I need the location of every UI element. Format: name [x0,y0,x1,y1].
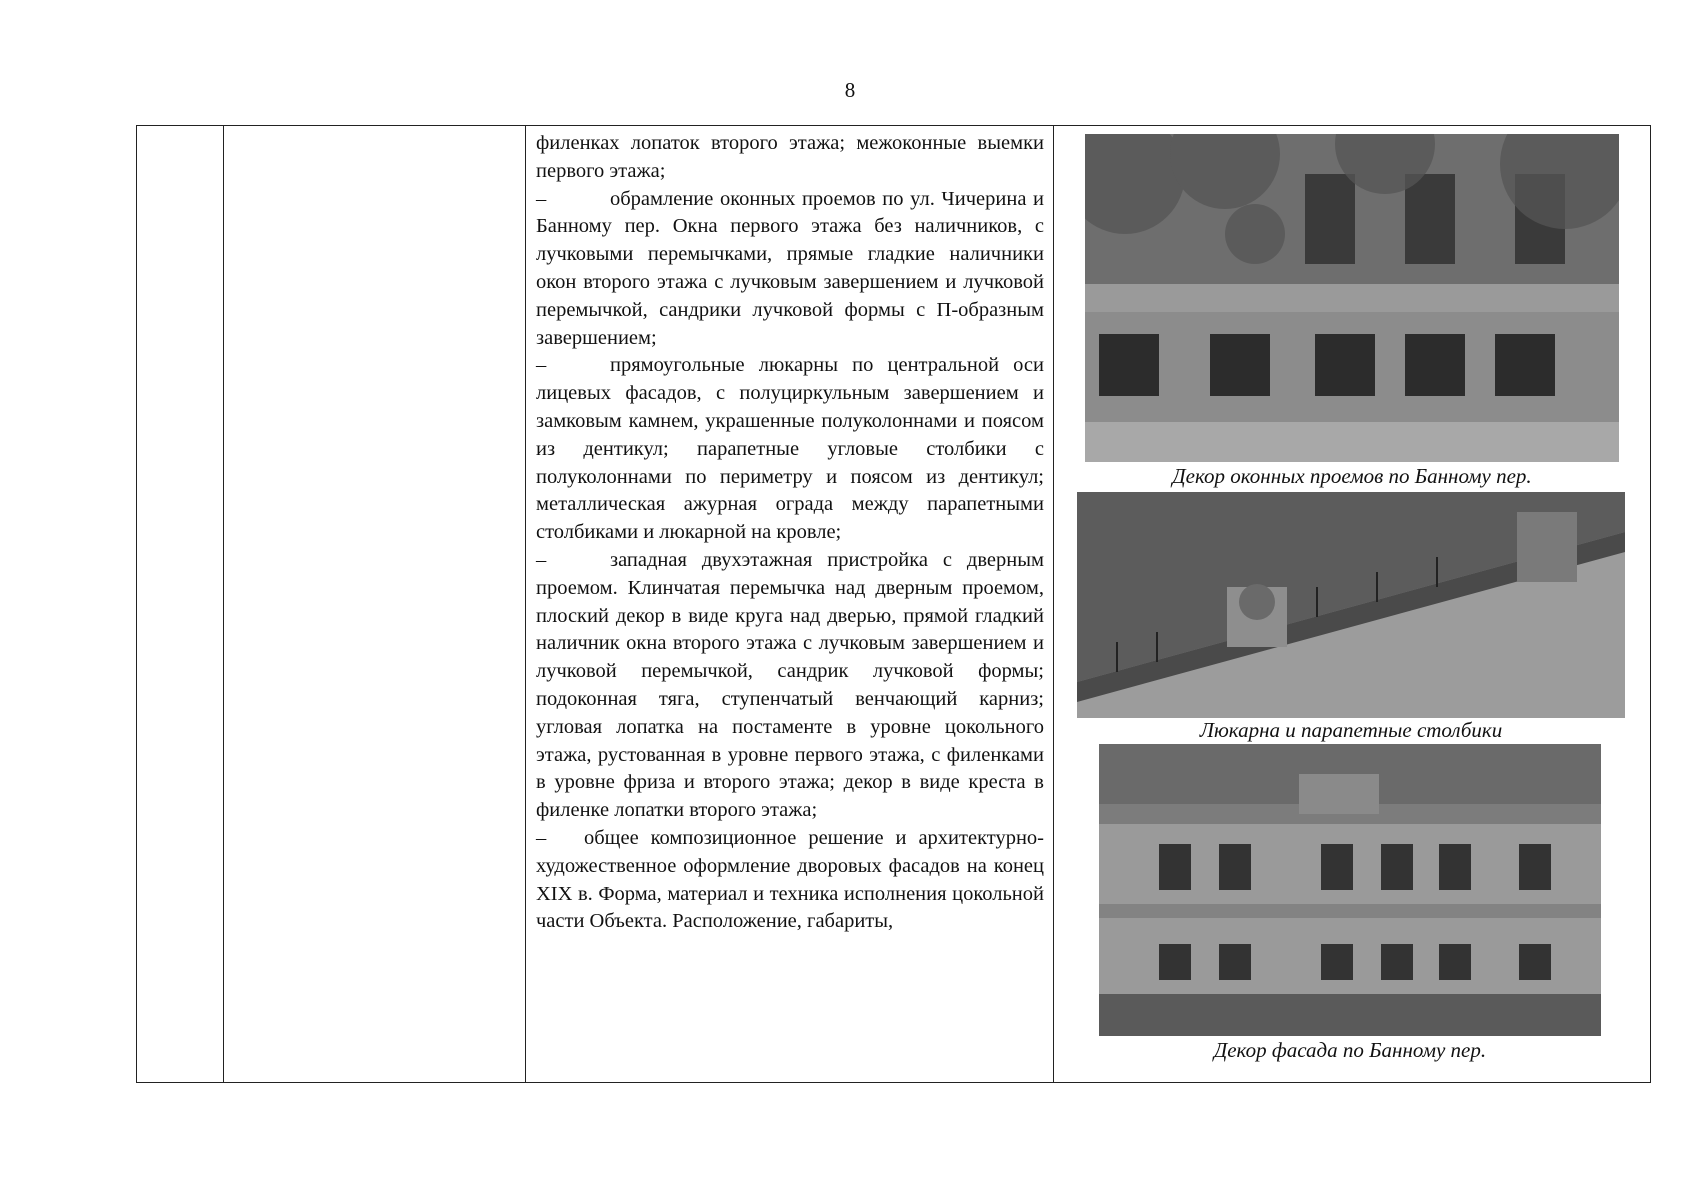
dash: – [536,826,547,849]
page-number: 8 [844,78,856,102]
photo-caption: Декор фасада по Банному пер. [1213,1038,1487,1062]
photo-caption: Люкарна и парапетные столбики [1199,718,1503,742]
list-item: – обрамление оконных проемов по ул. Чичерина и Банному пер. Окна первого этажа без наличников, с лучковыми перемычками, прямые гладкие наличники окон второго этажа с лучковым завершением и лучковой перемычкой, сандрики лучковой формы с П-образным завершением; [536,187,1044,349]
list-item: – прямоугольные люкарны по центральной оси лицевых фасадов, с полуциркульным завершением и замковым камнем, украшенные полуколоннами и поясом из дентикул; парапетные угловые столбики с полуколоннами по периметру и поясом из дентикул; металлическая ажурная ограда между парапетными столбиками и люкарной на кровле; [536,354,1044,544]
list-item: – западная двухэтажная пристройка с дверным проемом. Клинчатая перемычка над дверным проемом, плоский декор в виде круга над дверью, прямой гладкий наличник окна второго этажа с лучковым завершением и лучковой перемычкой, сандрик лучковой формы; подоконная тяга, ступенчатый венчающий карниз; угловая лопатка на постаменте в уровне цокольного этажа, рустованная в уровне первого этажа, с филенками в уровне фриза и второго этажа; декор в виде креста в филенке лопатки второго этажа; [536,548,1044,822]
photo-window-decor [1085,134,1619,462]
photo-facade [1099,744,1601,1036]
continuation-paragraph: филенках лопаток второго этажа; межоконные выемки первого этажа; [536,132,1044,182]
list-item: – общее композиционное решение и архитектурно-художественное оформление дворовых фасадов на конец XIX в. Форма, материал и техника исполнения цокольной части Объекта. Расположение, габариты, [536,826,1044,933]
photo-lucarne [1077,492,1625,718]
photo-caption: Декор оконных проемов по Банному пер. [1172,464,1532,488]
features-text [536,130,1044,936]
dash: – [536,187,547,210]
dash: – [536,548,547,571]
dash: – [536,354,547,377]
